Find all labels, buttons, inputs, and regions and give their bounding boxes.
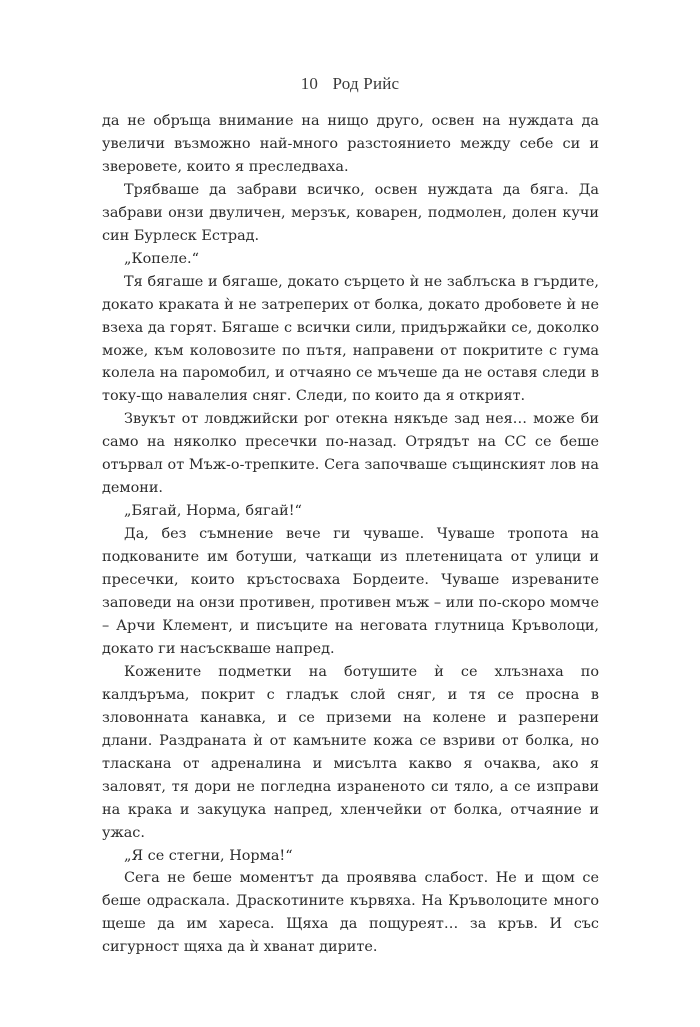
page-number: 10 [300,74,319,93]
paragraph: „Я се стегни, Норма!“ [124,847,293,864]
paragraph: „Бягай, Норма, бягай!“ [124,503,302,520]
paragraph: Трябваше да забрави всичко, освен нуждата да бяга. Да забрави онзи двуличен, мерзък, коварен, подмолен, долен кучи син Бурлеск Естрад. [102,181,599,244]
paragraph: Кожените подметки на ботушите ѝ се хлъзнаха по калдъръма, покрит с гладък слой сняг, и тя се просна в зловонната канавка, и се приземи на колене и разперени длани. Раздраната ѝ от камъните кожа се взриви от болка, но тласкана от адреналина и мисълта какво я очаква, ако я заловят, тя дори не погледна израненото си тяло, а се изправи на крака и закуцука напред, хленчейки от болка, отчаяние и ужас. [102,663,599,841]
paragraph: „Копеле.“ [124,250,199,267]
paragraph: да не обръща внимание на нищо друго, освен на нуждата да увеличи възможно най-много разстоянието между себе си и зверовете, които я преследваха. [102,113,599,175]
paragraph: Звукът от ловджийски рог отекна някъде зад нея… може би само на няколко пресечки по-назад. Отрядът на СС се беше отървал от Мъж-о-трепките. Сега започваше същинският лов на демони. [102,411,599,497]
running-title: Род Рийс [332,74,400,93]
body-text [102,110,599,959]
paragraph: Сега не беше моментът да проявява слабост. Не и щом се беше одраскала. Драскотините кървяха. На Кръволоците много щеше да им хареса. Щяха да пощуреят… за кръв. И със сигурност щяха да ѝ хванат дирите. [102,870,599,956]
paragraph: Тя бягаше и бягаше, докато сърцето ѝ не заблъска в гърдите, докато краката ѝ не затреперих от болка, докато дробовете ѝ не взеха да горят. Бягаше с всички сили, придържайки се, доколко може, към коловозите по пътя, направени от покритите с гума колела на паромобил, и отчаяно се мъчеше да не оставя следи в току-що навалелия сняг. Следи, по които да я открият. [102,273,599,405]
paragraph: Да, без съмнение вече ги чуваше. Чуваше тропота на подкованите им ботуши, чаткащи из плетеницата от улици и пресечки, които кръстосваха Бордеите. Чуваше изреваните заповеди на онзи противен, противен мъж – или по-скоро момче – Арчи Клемент, и писъците на неговата глутница Кръволоци, докато ги насъскваше напред. [102,526,599,657]
running-head [0,74,700,94]
